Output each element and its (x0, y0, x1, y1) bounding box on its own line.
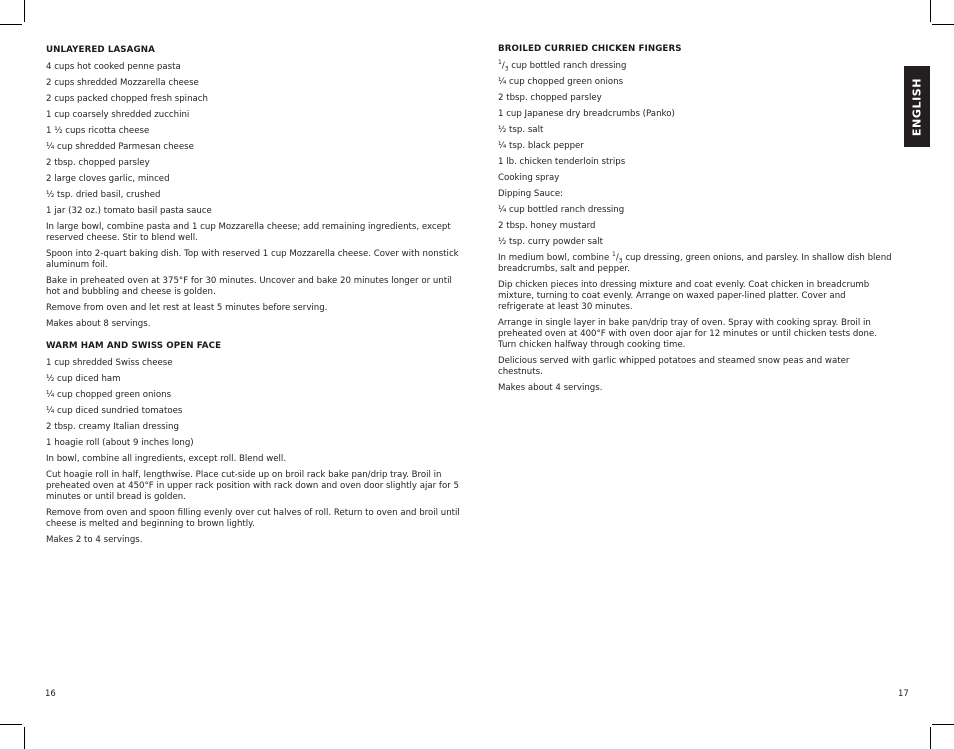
ingredient-line: Cooking spray (498, 173, 560, 183)
ingredient-line: 2 tbsp. chopped parsley (498, 93, 602, 103)
instruction-paragraph: Cut hoagie roll in half, lengthwise. Place cut-side up on broil rack bake pan/drip tray. Broil in preheated oven at 450°F in upper rack position with rack down and oven door slightly ajar for 5 minutes or until bread is golden. (46, 470, 459, 502)
ingredient-line: ¼ cup shredded Parmesan cheese (46, 142, 194, 152)
ingredient-line: 1 cup shredded Swiss cheese (46, 358, 173, 368)
ingredient-line: 1 cup Japanese dry breadcrumbs (Panko) (498, 109, 675, 119)
ingredient-line: 1 jar (32 oz.) tomato basil pasta sauce (46, 206, 212, 216)
ingredient-list (498, 61, 894, 253)
right-page-column (498, 43, 894, 399)
ingredient-line: 1 ½ cups ricotta cheese (46, 126, 150, 136)
ingredient-line: ½ cup diced ham (46, 374, 121, 384)
ingredient-line: 1 cup coarsely shredded zucchini (46, 110, 190, 120)
ingredient-line: ½ tsp. dried basil, crushed (46, 190, 161, 200)
crop-mark-top-left-v (24, 0, 25, 22)
language-tab (904, 66, 930, 147)
ingredient-line: 2 large cloves garlic, minced (46, 174, 170, 184)
ingredient-line: ¼ cup diced sundried tomatoes (46, 406, 183, 416)
instruction-paragraph: Delicious served with garlic whipped potatoes and steamed snow peas and water chestnuts. (498, 356, 850, 377)
instruction-text: cup dressing, green onions, and parsley. In shallow dish blend breadcrumbs, salt and pepper. (498, 253, 892, 274)
servings-note: Makes about 8 servings. (46, 319, 151, 329)
fraction-denominator: 3 (618, 257, 623, 265)
fraction-numerator: 1 (498, 59, 502, 67)
instruction-paragraph: Remove from oven and let rest at least 5 minutes before serving. (46, 303, 328, 313)
ingredient-list (46, 358, 460, 454)
recipe-warm-ham-and-swiss (46, 340, 460, 546)
ingredient-line: ½ tsp. curry powder salt (498, 237, 603, 247)
crop-mark-bottom-left-v (24, 727, 25, 749)
ingredient-line: 2 cups shredded Mozzarella cheese (46, 78, 199, 88)
instruction-list (46, 222, 460, 330)
ingredient-line: 4 cups hot cooked penne pasta (46, 62, 181, 72)
instruction-paragraph: In bowl, combine all ingredients, except roll. Blend well. (46, 454, 287, 464)
instruction-paragraph: In large bowl, combine pasta and 1 cup Mozzarella cheese; add remaining ingredients, except reserved cheese. Stir to blend well. (46, 222, 451, 243)
ingredient-line: $^1/_3$ cup bottled ranch dressing (498, 59, 627, 73)
dipping-sauce-heading: Dipping Sauce: (498, 189, 564, 199)
recipe-broiled-curried-chicken-fingers (498, 43, 894, 394)
servings-note: Makes about 4 servings. (498, 383, 603, 393)
ingredient-line: ¼ cup chopped green onions (498, 77, 624, 87)
instruction-paragraph: Bake in preheated oven at 375°F for 30 minutes. Uncover and bake 20 minutes longer or until hot and bubbling and cheese is golden. (46, 276, 452, 297)
crop-mark-top-right-h (932, 24, 954, 25)
recipe-title: WARM HAM AND SWISS OPEN FACE (46, 341, 222, 351)
ingredient-line: ½ tsp. salt (498, 125, 544, 135)
crop-mark-top-left-h (0, 24, 22, 25)
ingredient-line: ¼ cup chopped green onions (46, 390, 172, 400)
crop-mark-bottom-right-v (930, 727, 931, 749)
ingredient-list (46, 62, 460, 222)
instruction-text: In medium bowl, combine (498, 253, 613, 263)
page-number-right: 17 (898, 689, 909, 699)
instruction-paragraph: In medium bowl, combine $^1/_3$ cup dressing, green onions, and parsley. In shallow dish blend breadcrumbs, salt and pepper. (498, 251, 892, 274)
language-tab-label: ENGLISH (910, 77, 924, 136)
crop-mark-bottom-left-h (0, 724, 22, 725)
instruction-list (498, 253, 894, 394)
recipe-title: BROILED CURRIED CHICKEN FINGERS (498, 44, 682, 54)
ingredient-line: 2 tbsp. honey mustard (498, 221, 596, 231)
instruction-paragraph: Dip chicken pieces into dressing mixture and coat evenly. Coat chicken in breadcrumb mixture, turning to coat evenly. Arrange on waxed paper-lined platter. Cover and refrigerate at least 30 minutes. (498, 280, 870, 312)
ingredient-line: ¼ tsp. black pepper (498, 141, 584, 151)
ingredient-line: 2 tbsp. chopped parsley (46, 158, 150, 168)
fraction-denominator: 3 (504, 65, 509, 73)
ingredient-line: 1 lb. chicken tenderloin strips (498, 157, 626, 167)
recipe-title: UNLAYERED LASAGNA (46, 45, 155, 55)
instruction-paragraph: Remove from oven and spoon filling evenly over cut halves of roll. Return to oven and broil until cheese is melted and beginning to brown lightly. (46, 508, 460, 529)
recipe-unlayered-lasagna (46, 44, 460, 330)
instruction-paragraph: Spoon into 2-quart baking dish. Top with reserved 1 cup Mozzarella cheese. Cover with nonstick aluminum foil. (46, 249, 459, 270)
servings-note: Makes 2 to 4 servings. (46, 535, 143, 545)
left-page-column (46, 44, 460, 551)
ingredient-text: cup bottled ranch dressing (508, 61, 627, 71)
crop-mark-bottom-right-h (932, 724, 954, 725)
ingredient-line: 2 cups packed chopped fresh spinach (46, 94, 208, 104)
ingredient-line: ¼ cup bottled ranch dressing (498, 205, 625, 215)
fraction-numerator: 1 (612, 251, 616, 259)
instruction-list (46, 454, 460, 546)
instruction-paragraph: Arrange in single layer in bake pan/drip tray of oven. Spray with cooking spray. Broil in preheated oven at 400°F with oven door ajar for 12 minutes or until chicken tests done. Turn chicken halfway through cooking time. (498, 318, 878, 350)
ingredient-line: 2 tbsp. creamy Italian dressing (46, 422, 179, 432)
ingredient-line: 1 hoagie roll (about 9 inches long) (46, 438, 194, 448)
crop-mark-top-right-v (930, 0, 931, 22)
page-number-left: 16 (45, 689, 56, 699)
